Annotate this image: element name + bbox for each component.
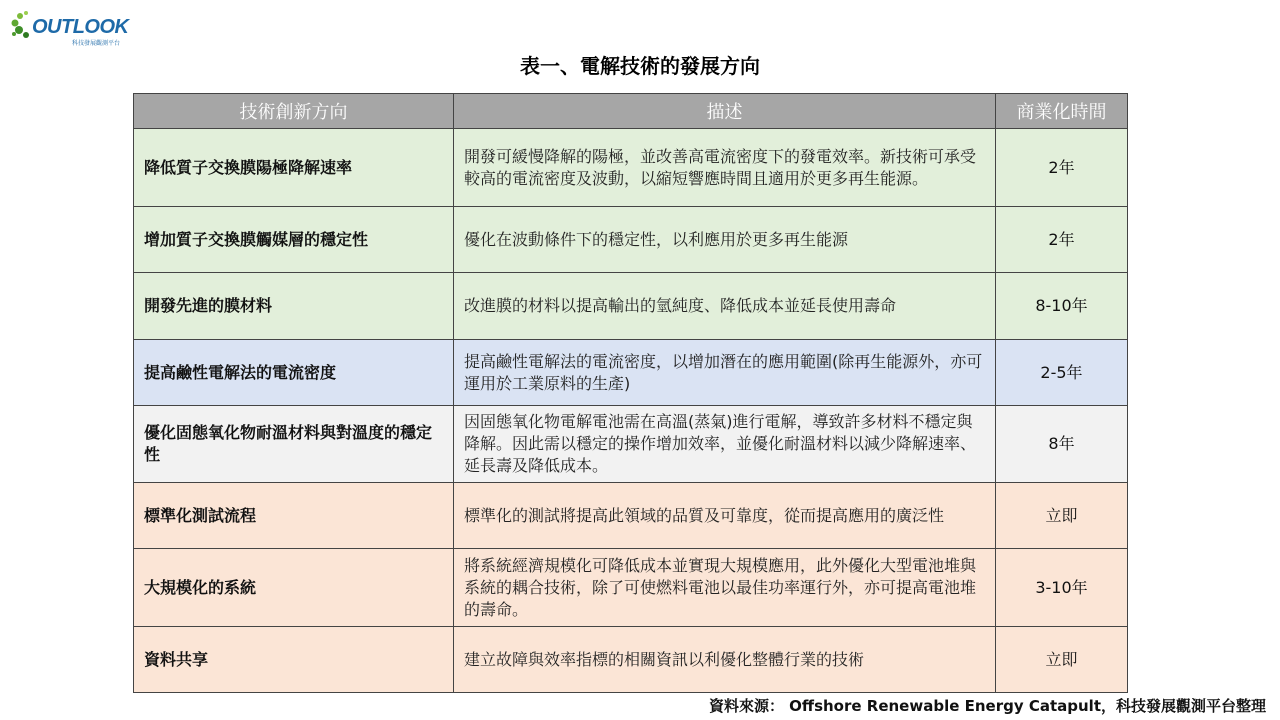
direction-cell: 標準化測試流程 — [134, 483, 454, 549]
table-row — [134, 406, 1128, 483]
time-cell: 立即 — [996, 627, 1128, 693]
table-row — [134, 340, 1128, 406]
page-title: 表一、電解技術的發展方向 — [520, 54, 760, 78]
time-cell: 2年 — [996, 207, 1128, 273]
description-cell: 提高鹼性電解法的電流密度，以增加潛在的應用範圍(除再生能源外，亦可運用於工業原料的生產) — [454, 340, 996, 406]
table-row — [134, 549, 1128, 627]
description-cell: 將系統經濟規模化可降低成本並實現大規模應用，此外優化大型電池堆與系統的耦合技術，除了可使燃料電池以最佳功率運行外，亦可提高電池堆的壽命。 — [454, 549, 996, 627]
time-cell: 8年 — [996, 406, 1128, 483]
direction-cell: 降低質子交換膜陽極降解速率 — [134, 129, 454, 207]
header-commercialization-time: 商業化時間 — [996, 94, 1128, 129]
direction-cell: 優化固態氧化物耐溫材料與對溫度的穩定性 — [134, 406, 454, 483]
description-cell: 改進膜的材料以提高輸出的氫純度、降低成本並延長使用壽命 — [454, 273, 996, 340]
header-description: 描述 — [454, 94, 996, 129]
logo-subtitle: 科技發展觀測平台 — [72, 40, 121, 47]
outlook-logo — [10, 6, 130, 46]
time-cell: 8-10年 — [996, 273, 1128, 340]
direction-cell: 資料共享 — [134, 627, 454, 693]
development-direction-table — [133, 93, 1128, 693]
time-cell: 2-5年 — [996, 340, 1128, 406]
direction-cell: 提高鹼性電解法的電流密度 — [134, 340, 454, 406]
header-direction: 技術創新方向 — [134, 94, 454, 129]
time-cell: 立即 — [996, 483, 1128, 549]
time-cell: 2年 — [996, 129, 1128, 207]
description-cell: 建立故障與效率指標的相關資訊以利優化整體行業的技術 — [454, 627, 996, 693]
source-note: 資料來源： Offshore Renewable Energy Catapult，科技發展觀測平台整理 — [708, 697, 1266, 715]
table-row — [134, 129, 1128, 207]
direction-cell: 開發先進的膜材料 — [134, 273, 454, 340]
table-row — [134, 273, 1128, 340]
time-cell: 3-10年 — [996, 549, 1128, 627]
direction-cell: 增加質子交換膜觸媒層的穩定性 — [134, 207, 454, 273]
description-cell: 開發可緩慢降解的陽極，並改善高電流密度下的發電效率。新技術可承受較高的電流密度及波動，以縮短響應時間且適用於更多再生能源。 — [454, 129, 996, 207]
direction-cell: 大規模化的系統 — [134, 549, 454, 627]
description-cell: 優化在波動條件下的穩定性，以利應用於更多再生能源 — [454, 207, 996, 273]
logo-wordmark: OUTLOOK — [32, 16, 129, 38]
table-row — [134, 207, 1128, 273]
description-cell: 標準化的測試將提高此領域的品質及可靠度，從而提高應用的廣泛性 — [454, 483, 996, 549]
description-cell: 因固態氧化物電解電池需在高溫(蒸氣)進行電解，導致許多材料不穩定與降解。因此需以穩定的操作增加效率，並優化耐溫材料以減少降解速率、延長壽及降低成本。 — [454, 406, 996, 483]
table-row — [134, 627, 1128, 693]
table-row — [134, 483, 1128, 549]
table-header-row — [134, 94, 1128, 129]
